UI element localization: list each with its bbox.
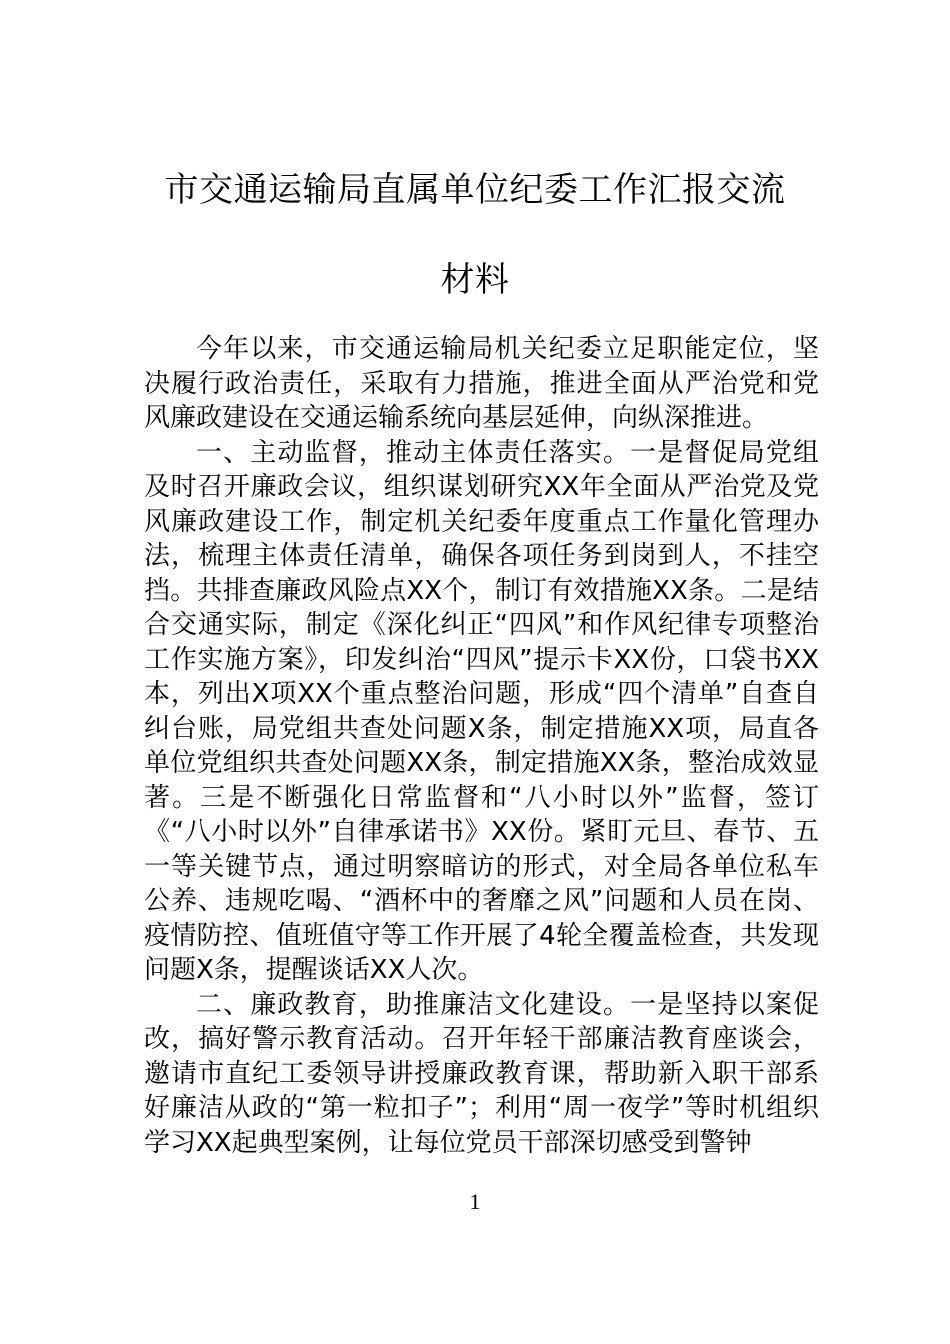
paragraph-intro: 今年以来，市交通运输局机关纪委立足职能定位，坚决履行政治责任，采取有力措施，推进全面从严治党和党风廉政建设在交通运输系统向基层延伸，向纵深推进。 <box>144 334 819 433</box>
page-number: 1 <box>469 1189 481 1214</box>
title-line-2: 材料 <box>440 260 510 300</box>
paragraph-section-1: 一、主动监督，推动主体责任落实。一是督促局党组及时召开廉政会议，组织谋划研究XX年全面从严治党及党风廉政建设工作，制定机关纪委年度重点工作量化管理办法，梳理主体责任清单，确保各项任务到岗到人，不挂空挡。共排查廉政风险点XX个，制订有效措施XX条。二是结合交通实际，制定《深化纠正“四风”和作风纪律专项整治工作实施方案》，印发纠治“四风”提示卡XX份，口袋书XX本，列出X项XX个重点整治问题，形成“四个清单”自查自纠台账，局党组共查处问题X条，制定措施XX项，局直各单位党组织共查处问题XX条，制定措施XX条，整治成效显著。三是不断强化日常监督和“八小时以外”监督，签订《“八小时以外”自律承诺书》XX份。紧盯元旦、春节、五一等关键节点，通过明察暗访的形式，对全局各单位私车公养、违规吃喝、“酒杯中的奢靡之风”问题和人员在岗、疫情防控、值班值守等工作开展了4轮全覆盖检查，共发现问题X条，提醒谈话XX人次。 <box>144 437 819 985</box>
document-title <box>150 168 800 303</box>
paragraph-section-2: 二、廉政教育，助推廉洁文化建设。一是坚持以案促改，搞好警示教育活动。召开年轻干部廉洁教育座谈会，邀请市直纪工委领导讲授廉政教育课，帮助新入职干部系好廉洁从政的“第一粒扣子”；利用“周一夜学”等时机组织学习XX起典型案例，让每位党员干部深切感受到警钟 <box>144 989 819 1158</box>
document-body <box>144 332 819 1160</box>
title-line-1: 市交通运输局直属单位纪委工作汇报交流 <box>164 170 786 210</box>
